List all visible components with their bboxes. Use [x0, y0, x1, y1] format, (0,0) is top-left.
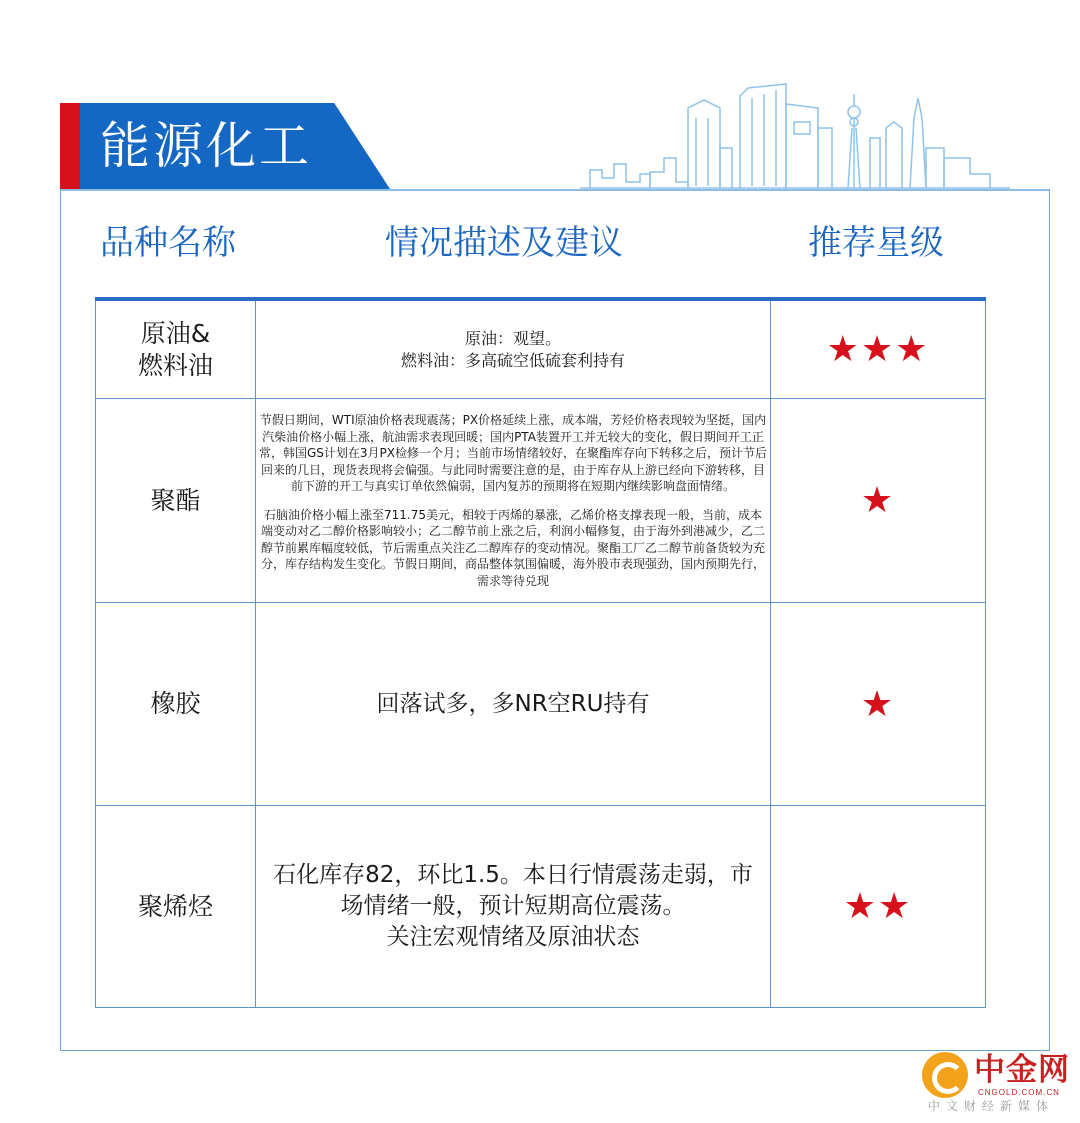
- star-rating: ★: [860, 683, 896, 725]
- column-header-name: 品种名称: [100, 223, 236, 263]
- description-cell: [256, 301, 771, 398]
- logo-icon: [922, 1052, 968, 1098]
- description-cell: [256, 399, 771, 602]
- description-line: 燃料油：多高硫空低硫套利持有: [400, 350, 625, 370]
- table-row: [95, 806, 986, 1008]
- description-line: 关注宏观情绪及原油状态: [386, 924, 640, 950]
- star-rating: ★★: [843, 886, 913, 927]
- star-rating: ★★★: [826, 329, 930, 370]
- table-row: [95, 301, 986, 399]
- logo-tagline: 中文财经新媒体: [928, 1099, 1055, 1113]
- product-name-cell: 聚烯烃: [96, 806, 256, 1007]
- skyline-illustration: [580, 78, 1010, 190]
- description-line: 场情绪一般，预计短期高位震荡。: [340, 893, 686, 919]
- column-header-description: 情况描述及建议: [385, 223, 623, 263]
- recommendation-table: [95, 297, 986, 1008]
- logo-name: 中金网: [974, 1052, 1070, 1088]
- product-name-cell: 橡胶: [96, 603, 256, 805]
- product-name-line: 燃料油: [137, 350, 213, 380]
- table-row: [95, 399, 986, 603]
- column-header-rating: 推荐星级: [808, 223, 944, 263]
- description-cell: [256, 806, 771, 1007]
- product-name-cell: [96, 301, 256, 398]
- table-row: [95, 603, 986, 806]
- brand-logo: [920, 1050, 1070, 1116]
- logo-domain: CNGOLD.COM.CN: [978, 1088, 1060, 1097]
- product-name-cell: 聚酯: [96, 399, 256, 602]
- description-paragraph: 石脑油价格小幅上涨至711.75美元，相较于丙烯的暴涨，乙烯价格支撑表现一般，当前，成本端变动对乙二醇价格影响较小；乙二醇节前上涨之后，利润小幅修复，由于海外到港减少，乙二醇节前累库幅度较低，节后需重点关注乙二醇库存的变动情况。聚酯工厂乙二醇节前备货较为充分，库存结构发生变化。节假日期间，商品整体氛围偏暖，海外股市表现强劲，国内预期先行，需求等待兑现: [260, 507, 765, 588]
- product-name-line: 原油&: [140, 318, 211, 348]
- page-title: 能源化工: [100, 117, 312, 175]
- banner-accent: [60, 103, 80, 189]
- description-line: 石化库存82，环比1.5。本日行情震荡走弱，市: [273, 862, 753, 888]
- description-line: 原油：观望。: [464, 328, 561, 348]
- star-rating: ★: [860, 480, 896, 521]
- description-paragraph: 节假日期间，WTI原油价格表现震荡；PX价格延续上涨，成本端，芳烃价格表现较为坚挺，国内汽柴油价格小幅上涨，航油需求表现回暖；国内PTA装置开工并无较大的变化，假日期间开工正常，韩国GS计划在3月PX检修一个月；当前市场情绪较好，在聚酯库存向下转移之后，预计节后回来的几日，现货表现将会偏强。与此同时需要注意的是，由于库存从上游已经向下游转移，目前下游的开工与真实订单依然偏弱，国内复苏的预期将在短期内继续影响盘面情绪。: [259, 413, 768, 493]
- description-cell: 回落试多，多NR空RU持有: [256, 603, 771, 805]
